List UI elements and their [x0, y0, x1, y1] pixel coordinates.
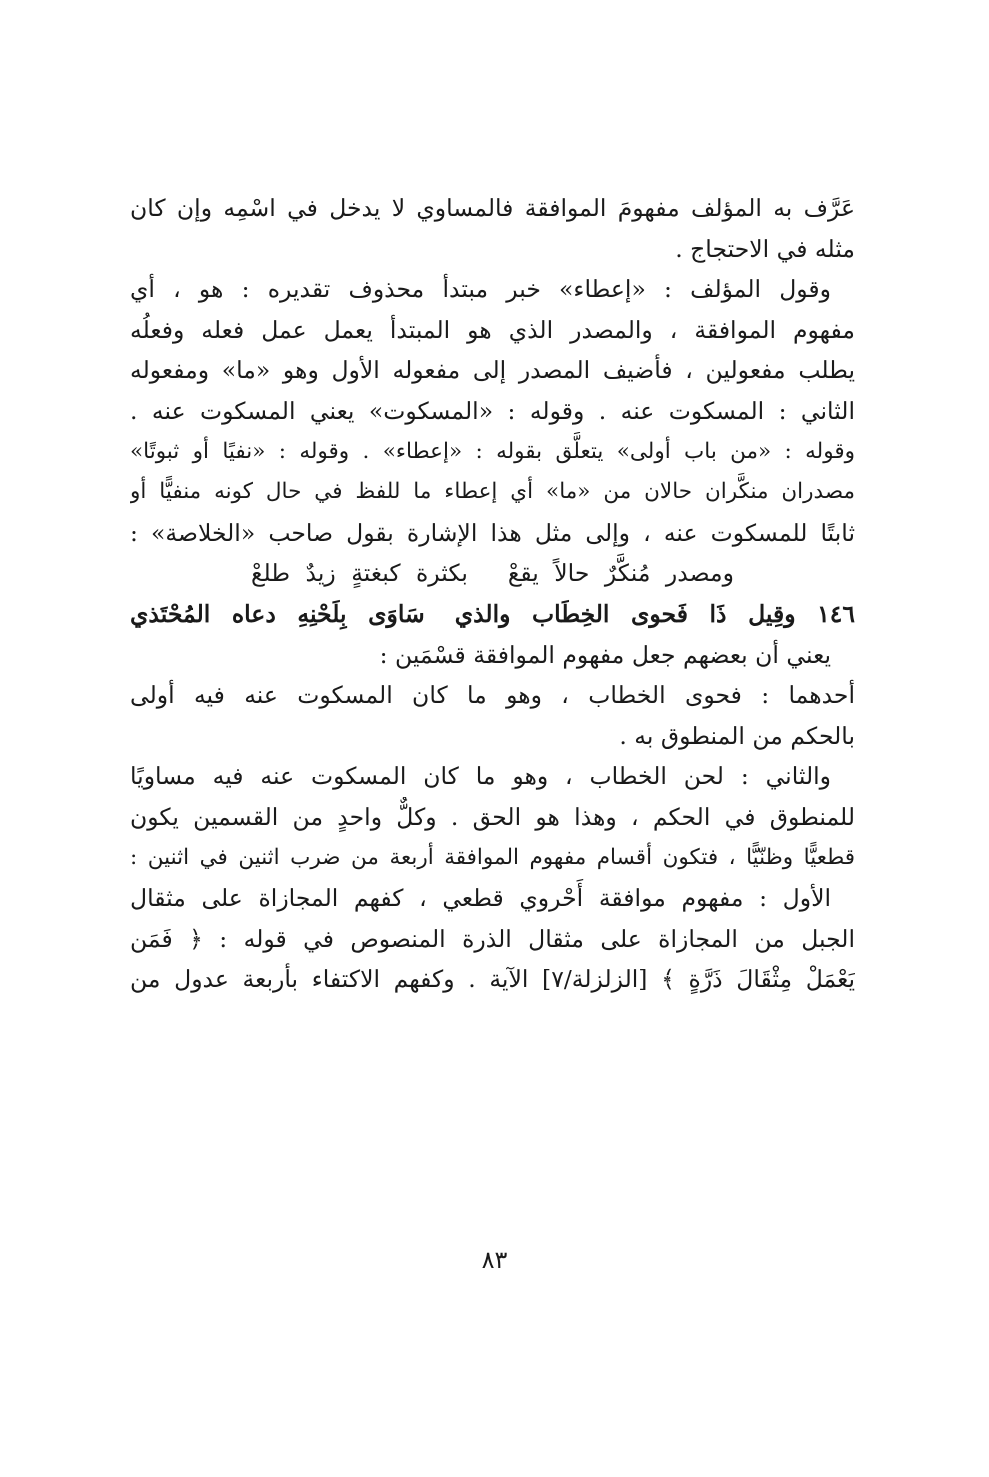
verse-line	[130, 553, 855, 594]
text-line: مفهوم الموافقة ، والمصدر الذي هو المبتدأ يعمل عمل فعله وفعلُه	[130, 315, 855, 344]
body-text	[130, 188, 855, 1000]
text-line: مصدران منكَّران حالان من «ما» أي إعطاء ما للفظ في حال كونه منفيًّا أو	[130, 479, 855, 505]
text-line: الأول : مفهوم موافقة أَحْروي قطعي ، كفهم المجازاة على مثقال	[130, 884, 831, 913]
text-line: يَعْمَلْ مِثْقَالَ ذَرَّةٍ ﴾ [الزلزلة/٧] الآية . وكفهم الاكتفاء بأربعة عدول من	[130, 965, 855, 994]
verse-hemistich-second: بكثرة كبغتةٍ زيدٌ طلعْ	[251, 559, 468, 588]
text-line: عَرَّف به المؤلف مفهومَ الموافقة فالمساوي لا يدخل في اسْمِه وإن كان	[130, 194, 855, 222]
text-line: يعني أن بعضهم جعل مفهوم الموافقة قسْمَين :	[379, 640, 831, 669]
text-line: قطعيًّا وظنّيًّا ، فتكون أقسام مفهوم الموافقة أربعة من ضرب اثنين في اثنين :	[130, 844, 855, 870]
text-line: بالحكم من المنطوق به .	[619, 721, 855, 750]
text-line: الثاني : المسكوت عنه . وقوله : «المسكوت» يعني المسكوت عنه .	[130, 396, 855, 425]
poem-hemistich-first: ١٤٦ وقِيل ذَا فَحوى الخِطَاب والذي	[454, 599, 855, 628]
text-line: ثابتًا للمسكوت عنه ، وإلى مثل هذا الإشارة بقول صاحب «الخلاصة» :	[130, 518, 855, 547]
text-line: وقول المؤلف : «إعطاء» خبر مبتدأ محذوف تقديره : هو ، أي	[130, 275, 831, 304]
text-line: أحدهما : فحوى الخطاب ، وهو ما كان المسكوت عنه فيه أولى	[130, 681, 855, 710]
poem-hemistich-second: سَاوَى بِلَحْنِهِ دعاه المُحْتَذي	[130, 599, 425, 628]
text-line: للمنطوق في الحكم ، وهذا هو الحق . وكلٌّ واحدٍ من القسمين يكون	[130, 802, 855, 831]
poem-line	[130, 594, 855, 635]
text-line: والثاني : لحن الخطاب ، وهو ما كان المسكوت عنه فيه مساويًا	[130, 762, 831, 791]
text-line: الجبل من المجازاة على مثقال الذرة المنصوص في قوله : ﴿ فَمَن	[130, 924, 855, 953]
verse-hemistich-first: ومصدر مُنكَّرٌ حالاً يقعْ	[507, 559, 734, 588]
text-line: مثله في الاحتجاج .	[675, 234, 855, 263]
text-line: يطلب مفعولين ، فأضيف المصدر إلى مفعوله الأول وهو «ما» ومفعوله	[130, 356, 855, 385]
text-line: وقوله : «من باب أولى» يتعلَّق بقوله : «إعطاء» . وقوله : «نفيًا أو ثبوتًا»	[130, 438, 855, 464]
page-number: ٨٣	[481, 1246, 508, 1274]
